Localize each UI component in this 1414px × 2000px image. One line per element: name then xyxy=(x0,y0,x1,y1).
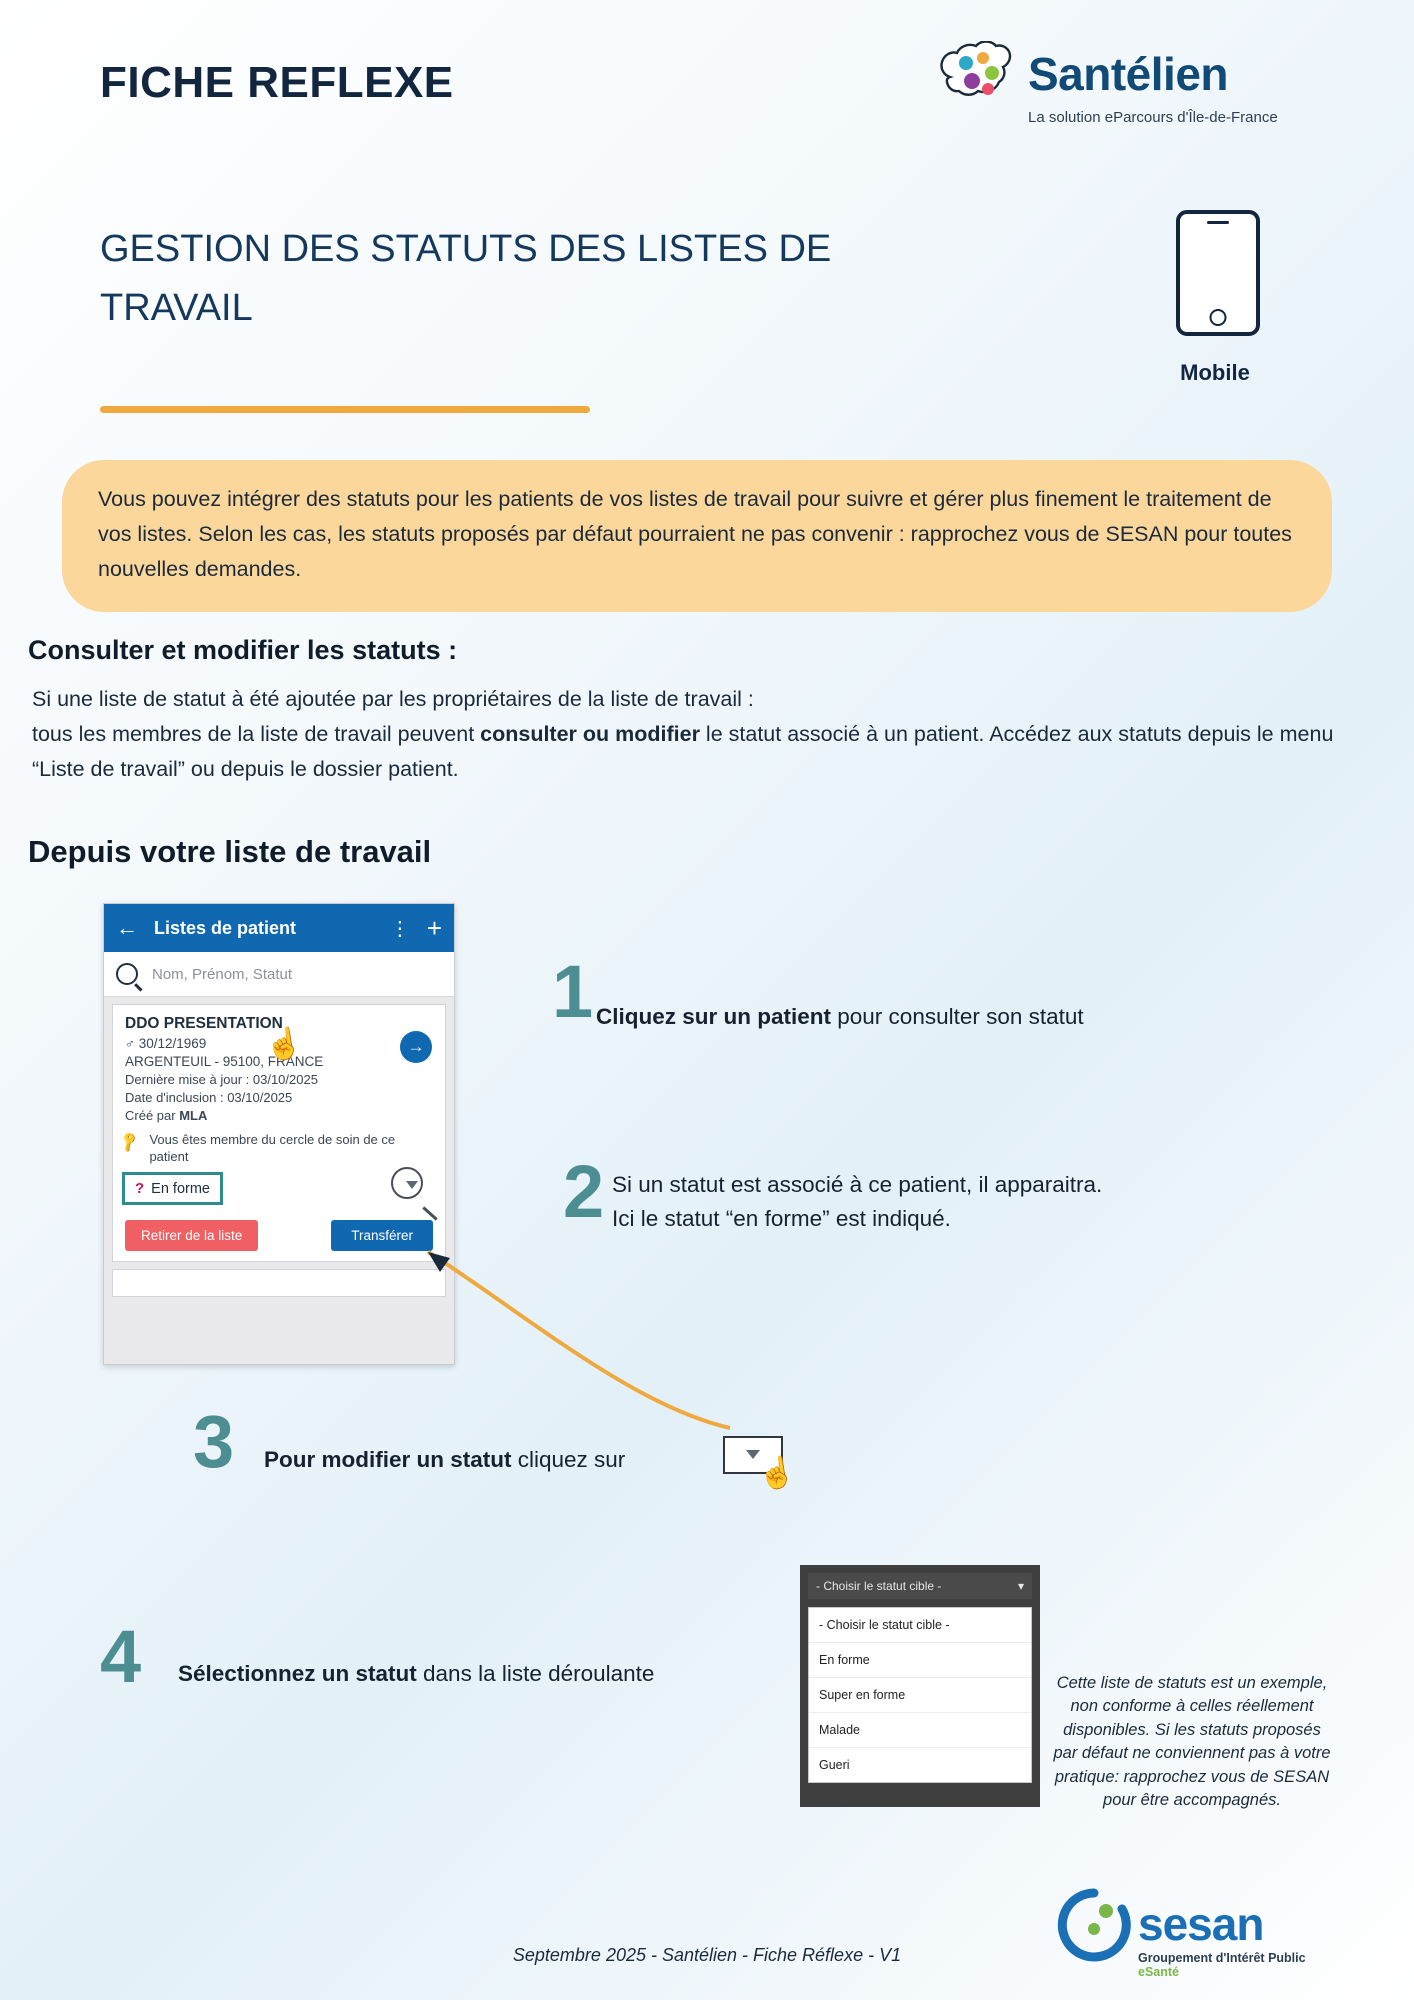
app-bar-title: Listes de patient xyxy=(154,917,297,938)
dropdown-note: Cette liste de statuts est un exemple, non conforme à celles réellement disponibles. Si les statuts proposés par défaut ne conviennent pas à votre pratique: rapprochez vous de SESAN pour être accompagnés. xyxy=(1053,1674,1331,1810)
section-paragraph xyxy=(32,682,1362,786)
step-4-rest: dans la liste déroulante xyxy=(416,1661,655,1686)
overflow-menu-icon[interactable]: ⋮ xyxy=(389,917,411,940)
step-text-1 xyxy=(596,1000,1296,1034)
patient-address: ARGENTEUIL - 95100, FRANCE xyxy=(125,1054,324,1069)
mobile-icon xyxy=(1176,210,1260,336)
dropdown-option[interactable]: - Choisir le statut cible - xyxy=(809,1608,1031,1643)
logo-wordmark: Santélien xyxy=(1028,48,1229,100)
search-icon xyxy=(116,963,138,985)
chevron-down-icon[interactable] xyxy=(406,1181,418,1189)
dropdown-selected-value: - Choisir le statut cible - xyxy=(816,1579,942,1593)
status-value: En forme xyxy=(151,1180,211,1197)
remove-from-list-button[interactable]: Retirer de la liste xyxy=(125,1220,258,1251)
chevron-down-icon-2: ▾ xyxy=(1017,1579,1024,1593)
male-icon: ♂ xyxy=(125,1036,135,1051)
sesan-wordmark: sesan xyxy=(1138,1898,1264,1950)
birthdate-value: 30/12/1969 xyxy=(138,1036,207,1051)
brain-icon xyxy=(936,41,1022,113)
patient-name: DDO PRESENTATION xyxy=(125,1015,283,1032)
page-title: FICHE REFLEXE xyxy=(100,58,454,107)
step-1-rest: pour consulter son statut xyxy=(831,1004,1084,1029)
santelien-logo xyxy=(936,35,1336,145)
paragraph-line-2c: le statut associé à un patient. Accédez aux statuts depuis le menu “Liste de travail” ou depuis le dossier patient. xyxy=(32,721,1334,781)
patient-inclusion-date: Date d'inclusion : 03/10/2025 xyxy=(125,1090,293,1105)
search-bar[interactable] xyxy=(104,952,454,997)
step-number-2: 2 xyxy=(563,1150,605,1233)
logo-tagline: La solution eParcours d'Île-de-France xyxy=(1028,109,1278,126)
search-placeholder: Nom, Prénom, Statut xyxy=(152,965,293,983)
step-1-bold: Cliquez sur un patient xyxy=(596,1004,832,1029)
step-number-1: 1 xyxy=(552,950,594,1033)
section-title-depuis: Depuis votre liste de travail xyxy=(28,834,432,869)
status-question-icon: ? xyxy=(135,1180,145,1197)
open-patient-button[interactable]: → xyxy=(400,1031,432,1063)
section-title-consulter: Consulter et modifier les statuts : xyxy=(28,635,458,665)
step-2-line1: Si un statut est associé à ce patient, il apparaitra. xyxy=(612,1172,1103,1197)
back-arrow-icon[interactable]: ← xyxy=(116,915,138,940)
sesan-tagline-a: Groupement d'Intérêt Public xyxy=(1138,1951,1306,1965)
patient-creator xyxy=(125,1108,433,1123)
status-dropdown-mock xyxy=(800,1565,1040,1807)
dropdown-option[interactable]: Malade xyxy=(809,1713,1031,1748)
sesan-logo xyxy=(1054,1885,1324,1979)
paragraph-line-1: Si une liste de statut à été ajoutée par les propriétaires de la liste de travail : xyxy=(32,687,754,711)
dropdown-option[interactable]: Gueri xyxy=(819,1758,850,1772)
creator-value: MLA xyxy=(179,1108,208,1123)
title-underline xyxy=(100,406,590,413)
info-callout: Vous pouvez intégrer des statuts pour les patients de vos listes de travail pour suivre et gérer plus finement le traitement de vos listes. Selon les cas, les statuts proposés par défaut pourraient ne pas convenir : rapprochez vous de SESAN pour toutes nouvelles demandes. xyxy=(62,460,1332,612)
sesan-tagline-b: eSanté xyxy=(1138,1965,1179,1979)
annotation-arrow xyxy=(380,1190,800,1480)
dropdown-options-list xyxy=(808,1607,1032,1783)
footer-text: Septembre 2025 - Santélien - Fiche Réflexe - V1 xyxy=(512,1945,902,1965)
hand-pointer-icon-2: ☝ xyxy=(755,1454,798,1493)
step-3-bold: Pour modifier un statut xyxy=(264,1447,512,1472)
patient-status-badge xyxy=(122,1172,223,1205)
sesan-mark-icon xyxy=(1054,1885,1134,1965)
dropdown-option[interactable]: Super en forme xyxy=(809,1678,1031,1713)
sesan-tagline xyxy=(1138,1951,1324,1979)
step-number-4: 4 xyxy=(100,1615,142,1698)
step-number-3: 3 xyxy=(193,1400,235,1483)
step-2-line2: Ici le statut “en forme” est indiqué. xyxy=(612,1205,951,1231)
app-bar xyxy=(104,904,454,952)
paragraph-line-2a: tous les membres de la liste de travail peuvent xyxy=(32,721,481,746)
dropdown-option[interactable]: En forme xyxy=(809,1643,1031,1678)
care-circle-text: Vous êtes membre du cercle de soin de ce patient xyxy=(149,1132,396,1164)
patient-last-update: Dernière mise à jour : 03/10/2025 xyxy=(125,1072,318,1087)
step-3-rest: cliquez sur xyxy=(511,1447,626,1472)
dropdown-header[interactable] xyxy=(808,1573,1032,1599)
paragraph-emphasis: consulter ou modifier xyxy=(480,721,700,746)
step-text-4 xyxy=(178,1657,818,1691)
hand-pointer-icon: ☝ xyxy=(262,1025,305,1064)
step-4-bold: Sélectionnez un statut xyxy=(178,1661,417,1686)
add-icon[interactable]: + xyxy=(426,912,442,943)
transfer-button[interactable]: Transférer xyxy=(331,1220,433,1251)
care-circle-row xyxy=(117,1130,433,1165)
platform-label: Mobile xyxy=(1180,360,1250,385)
document-subtitle: GESTION DES STATUTS DES LISTES DE TRAVAIL xyxy=(100,228,832,329)
key-icon: 🔑 xyxy=(117,1130,141,1154)
creator-label: Créé par xyxy=(125,1108,180,1123)
